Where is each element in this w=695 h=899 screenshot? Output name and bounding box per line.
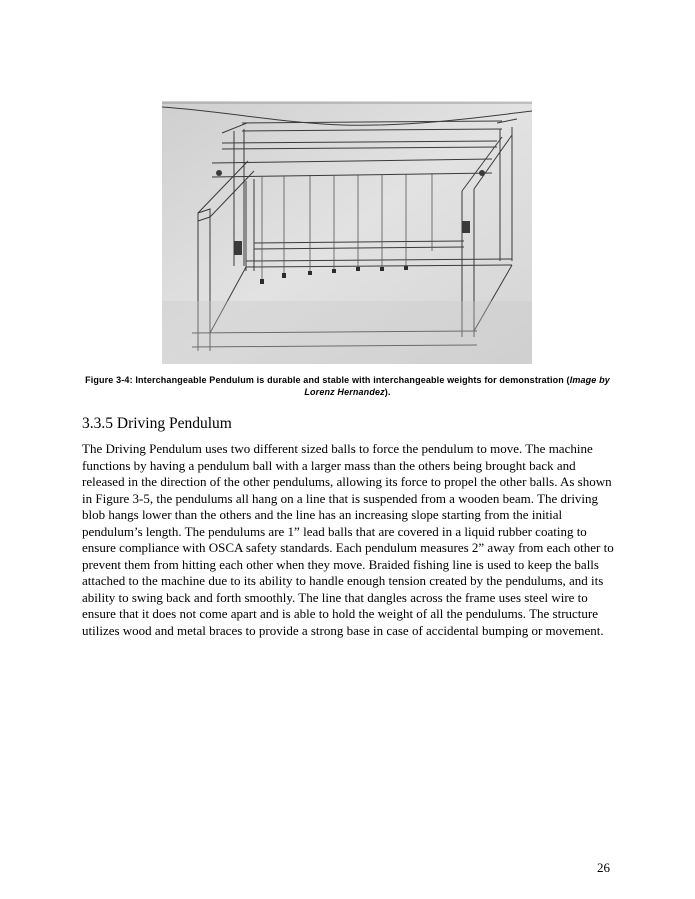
figure-caption-label: Figure 3-4: Interchangeable Pendulum is durable and stable with interchangeable weights for demonstration ( [85,375,570,385]
figure-caption [82,375,613,398]
section-body-paragraph: The Driving Pendulum uses two different sized balls to force the pendulum to move. The machine functions by having a pendulum ball with a larger mass than the others being brought back and released in the direction of the other pendulums, allowing its force to propel the other balls. As shown in Figure 3-5, the pendulums all hang on a line that is suspended from a wooden beam. The driving blob hangs lower than the others and the line has an increasing slope starting from the initial pendulum’s length. The pendulums are 1” lead balls that are covered in a liquid rubber coating to ensure compliance with OSCA safety standards. Each pendulum measures 2” away from each other to prevent them from hitting each other when they move. Braided fishing line is used to keep the balls attached to the machine due to its ability to handle enough tension created by the pendulums, and its ability to swing back and forth smoothly. The line that dangles across the frame uses steel wire to ensure that it does not come apart and is able to hold the weight of all the pendulums. The structure utilizes wood and metal braces to provide a strong base in case of accidental bumping or movement. [82,441,614,638]
figure-caption-credit: Image by Lorenz Hernandez [304,375,610,397]
figure-caption-end: ). [384,386,391,397]
page-number: 26 [597,860,610,875]
section-heading: 3.3.5 Driving Pendulum [82,415,232,432]
pendulum-frame-photo [162,101,532,364]
